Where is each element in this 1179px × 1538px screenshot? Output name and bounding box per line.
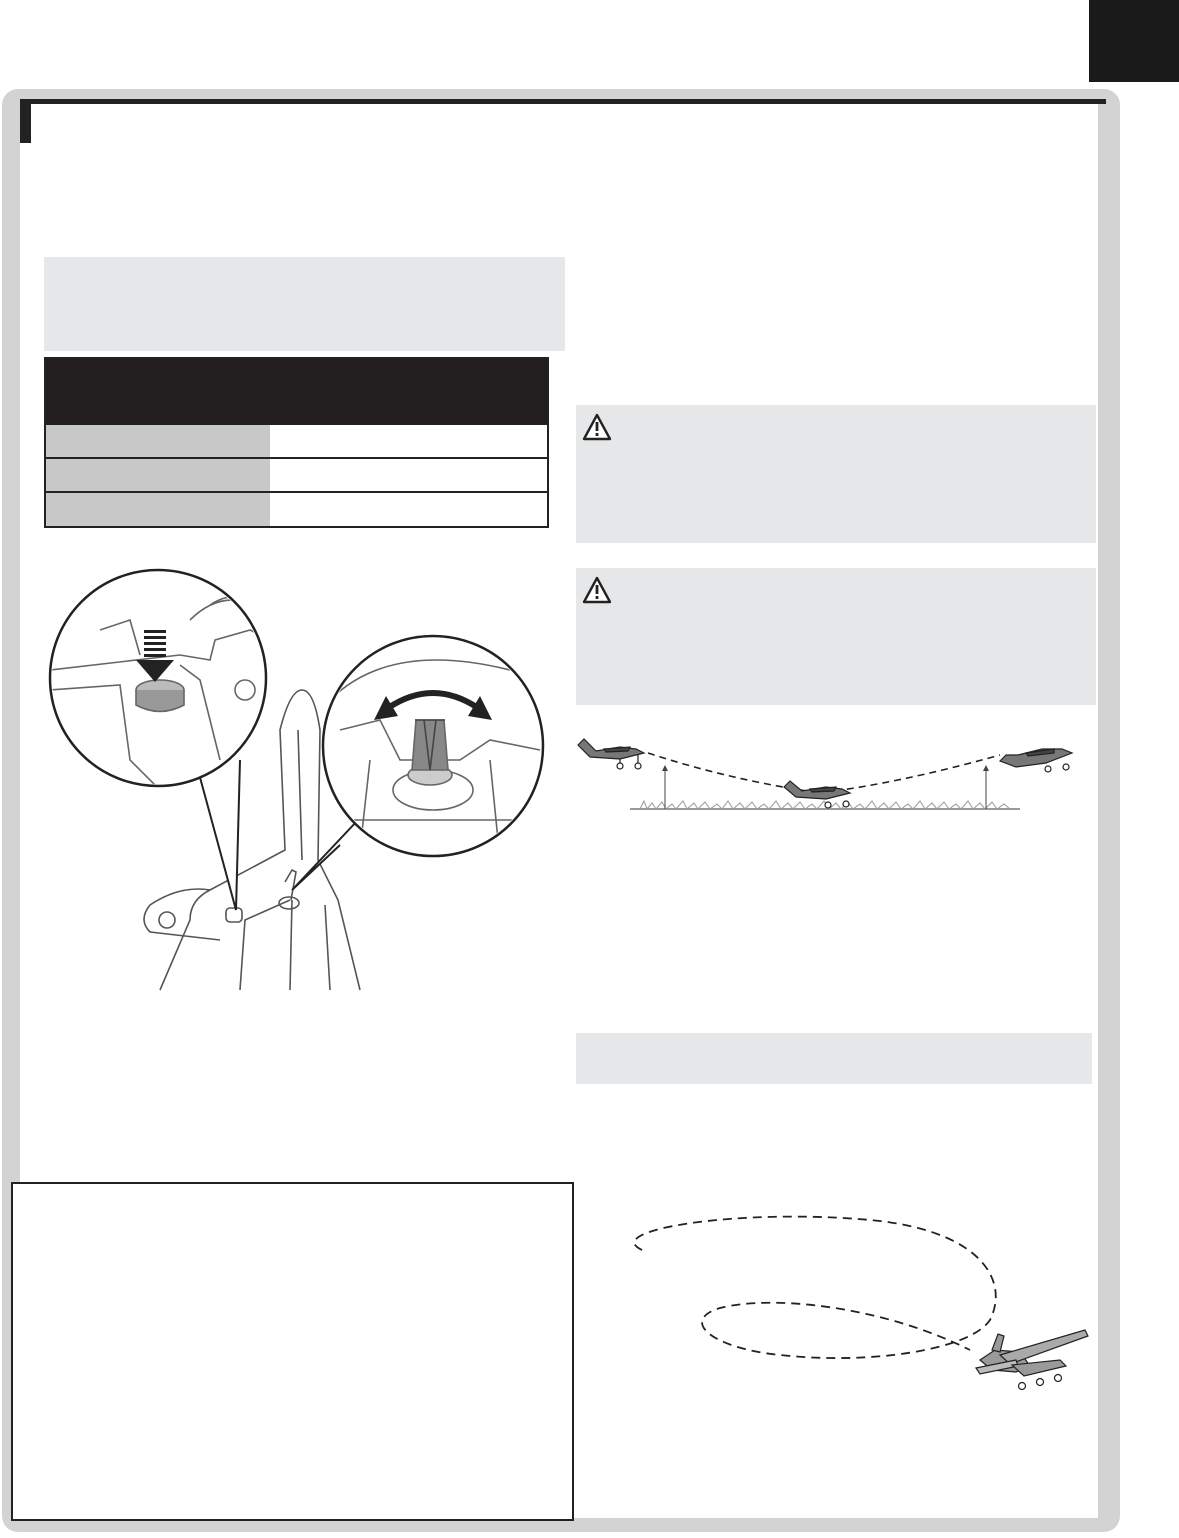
table-cell-label: [46, 493, 270, 526]
intro-note-panel: [44, 257, 565, 351]
note-panel: [576, 1033, 1092, 1084]
section-header-rule: [20, 99, 1106, 104]
magnify-circle-right: [323, 636, 543, 860]
table-cell-value: [270, 493, 547, 526]
mode-table: [44, 357, 549, 528]
airplane-icon: [1000, 749, 1072, 772]
table-row: [46, 491, 547, 526]
sidebar-info-box: [11, 1182, 574, 1521]
magnify-circle-left: [50, 570, 280, 790]
transmitter-switches-drawing: [40, 560, 560, 1000]
warning-icon: [582, 576, 612, 604]
mode-table-header: [46, 359, 547, 423]
language-tab: [1089, 0, 1179, 82]
table-row: [46, 423, 547, 457]
airplane-icon: [784, 781, 850, 808]
table-cell-label: [46, 425, 270, 457]
warning-panel: [576, 405, 1096, 543]
airplane-icon: [578, 739, 644, 769]
table-cell-value: [270, 425, 547, 457]
airplane-loop-pattern-drawing: [620, 1200, 1090, 1400]
airplane-icon: [976, 1330, 1088, 1390]
section-header-marker: [20, 99, 31, 143]
table-cell-value: [270, 459, 547, 491]
warning-icon: [582, 413, 612, 441]
table-row: [46, 457, 547, 491]
warning-panel: [576, 568, 1096, 705]
airplane-touch-and-go-drawing: [570, 725, 1090, 820]
table-cell-label: [46, 459, 270, 491]
